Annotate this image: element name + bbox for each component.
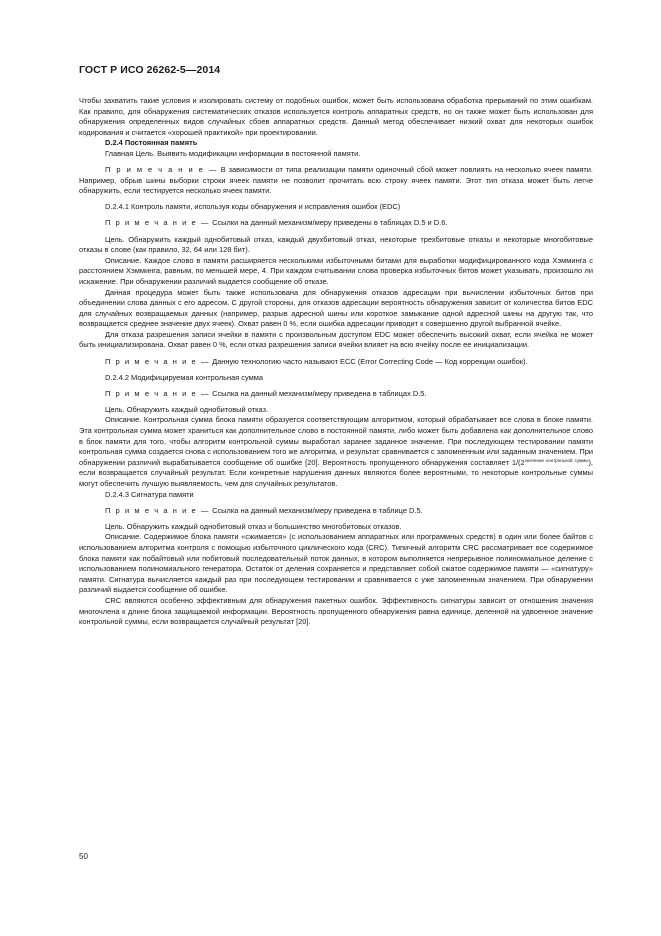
section-heading-d-2-4-1: D.2.4.1 Контроль памяти, используя коды обнаружения и исправления ошибок (EDC) <box>105 202 401 212</box>
note-label: П р и м е ч а н и е — <box>105 505 210 515</box>
checksum-exponent: значение контрольной суммы <box>524 457 589 463</box>
paragraph-signature-goal: Цель. Обнаружить каждый однобитовый отказ и большинство многобитовых отказов. <box>105 521 402 531</box>
note-text: В зависимости от типа реализации памяти одиночный сбой может повлиять на несколько ячеек памяти. Например, обрыв шины выборки строки ячеек памяти не позволит прочитать всю строку ячеек памяти. Этот тип отказа может быть легче обнаружить, если тестируется несколько ячеек памяти. <box>79 165 593 196</box>
standard-title: ГОСТ Р ИСО 26262-5—2014 <box>79 64 221 76</box>
paragraph-main-goal: Главная Цель. Выявить модификации информации в постоянной памяти. <box>105 148 361 158</box>
section-heading-d-2-4-3: D.2.4.3 Сигнатура памяти <box>105 489 194 499</box>
note-label: П р и м е ч а н и е — <box>105 356 210 366</box>
note-label: П р и м е ч а н и е — <box>105 218 210 228</box>
note-edc-reference <box>79 218 593 229</box>
note-checksum-reference <box>79 389 593 400</box>
paragraph-edc-description: Описание. Каждое слово в памяти расширяется несколькими избыточными битами для выработки модифицированного кода Хэмминга с расстоянием Хэмминга, равным, по меньшей мере, 4. При каждом считывании слова проверка избыточных битов может указывать, произошло ли искажение. При обнаружении различий выдается сообщение об отказе. <box>79 255 593 286</box>
paragraph-edc-goal: Цель. Обнаружить каждый однобитовый отказ, каждый двухбитовый отказ, некоторые трехбитовые отказы и некоторые многобитовые отказы в слове (как правило, 32, 64 или 128 бит). <box>79 234 593 255</box>
note-text: Ссылки на данный механизм/меру приведены в таблицах D.5 и D.6. <box>210 218 448 228</box>
paragraph-checksum-description <box>79 415 593 489</box>
paragraph-edc-write-enable: Для отказа разрешения записи ячейки в памяти с произвольным доступом EDC может обеспечить высокий охват, если ячейка не может быть инициализирована. Охват равен 0 %, если отказ разрешения записи ячейки влияет на всю ячейку после ее инициализации. <box>79 329 593 350</box>
note-text: Ссылка на данный механизм/меру приведена в таблицах D.5. <box>210 388 427 398</box>
note-text: Ссылка на данный механизм/меру приведена в таблице D.5. <box>210 505 423 515</box>
checksum-text: Описание. Контрольная сумма блока памяти образуется соответствующим алгоритмом, который обрабатывает все слова в блоке памяти. Эта контрольная сумма может храниться как дополнительное слово в постоянной памяти, либо может быть добавлена как дополнительное слово в блок памяти для того, чтобы алгоритм контрольной суммы выработал заранее заданное значение. При последующем тестировании памяти контрольная сумма создается снова с использованием того же алгоритма, и результат сравнивается с запомненным или заданным значением. При обнаружении различий вырабатывается сообщение об ошибке [20]. Вероятность пропущенного обнаружения составляет 1/(2 <box>79 415 593 467</box>
note-memory-cells <box>79 165 593 197</box>
paragraph-edc-addressing: Данная процедура может быть также использована для обнаружения отказов адресации при вычислении избыточных битов при объединении слова данных с его адресом. С другой стороны, для отказов адресации вероятность обнаружения зависит от количества битов EDC для случайных возвращаемых данных (например, разрыв адресной шины или короткое замыкание одной адресной шины на другую так, что возвращается среднее значение двух ячеек). Охват равен 0 %, если ошибка адресации приводит к совершенно другой выбранной ячейке. <box>79 287 593 329</box>
section-heading-d-2-4: D.2.4 Постоянная память <box>105 138 198 148</box>
paragraph-checksum-goal: Цель. Обнаружить каждый однобитовый отказ. <box>105 404 269 414</box>
page-number: 50 <box>79 852 88 861</box>
note-ecc <box>79 357 593 368</box>
note-label: П р и м е ч а н и е — <box>105 165 218 175</box>
note-text: Данную технологию часто называют ECC (Error Correcting Code — Код коррекции ошибок). <box>210 356 528 366</box>
paragraph-crc-effectiveness: CRC являются особенно эффективным для обнаружения пакетных ошибок. Эффективность сигнатуры зависит от отношения значения многочлена к длине блока защищаемой информации. Вероятность пропущенного обнаружения равна единице, деленной на удвоенное значение контрольной суммы, если возвращается случайный результат [20]. <box>79 595 593 627</box>
section-heading-d-2-4-2: D.2.4.2 Модифицируемая контрольная сумма <box>105 372 264 382</box>
checksum-text-tail: ), если возвращается случайный результат. Если конкретные нарушения данных являются более вероятными, то некоторые контрольные суммы могут обеспечить лучшую выявляемость, чем для случайных результатов. <box>79 457 593 488</box>
paragraph-intro: Чтобы захватить такие условия и изолировать систему от подобных ошибок, может быть использована обработка прерываний по этим ошибкам. Как правило, для обнаружения систематических отказов используется контроль аппаратных средств, но он также может быть использован для обнаружения определенных видов случайных сбоев аппаратных средств. Данный метод обеспечивает низкий охват для некоторых ошибок кодирования и считается «хорошей практикой» при проектировании. <box>79 96 593 137</box>
note-label: П р и м е ч а н и е — <box>105 388 210 398</box>
note-signature-reference <box>79 506 593 517</box>
document-body <box>79 96 593 628</box>
paragraph-signature-description: Описание. Содержимое блока памяти «сжимается» (с использованием аппаратных или программных средств) в один или более байтов с использованием алгоритма контроля с помощью избыточного циклического кода (CRC). Типичный алгоритм CRC рассматривает все содержимое блока памяти как побайтовый или побитовый последовательный поток данных, в котором выполняется непрерывное полиномиальное деление с использованием полиномиального генератора. Остаток от деления сохраняется и представляет собой сжатое содержимое памяти — «сигнатуру» памяти. Сигнатура вычисляется каждый раз при последующем тестировании и сравнивается с уже запомненным значением. При обнаружении различий выдается сообщение об ошибке. <box>79 532 593 595</box>
